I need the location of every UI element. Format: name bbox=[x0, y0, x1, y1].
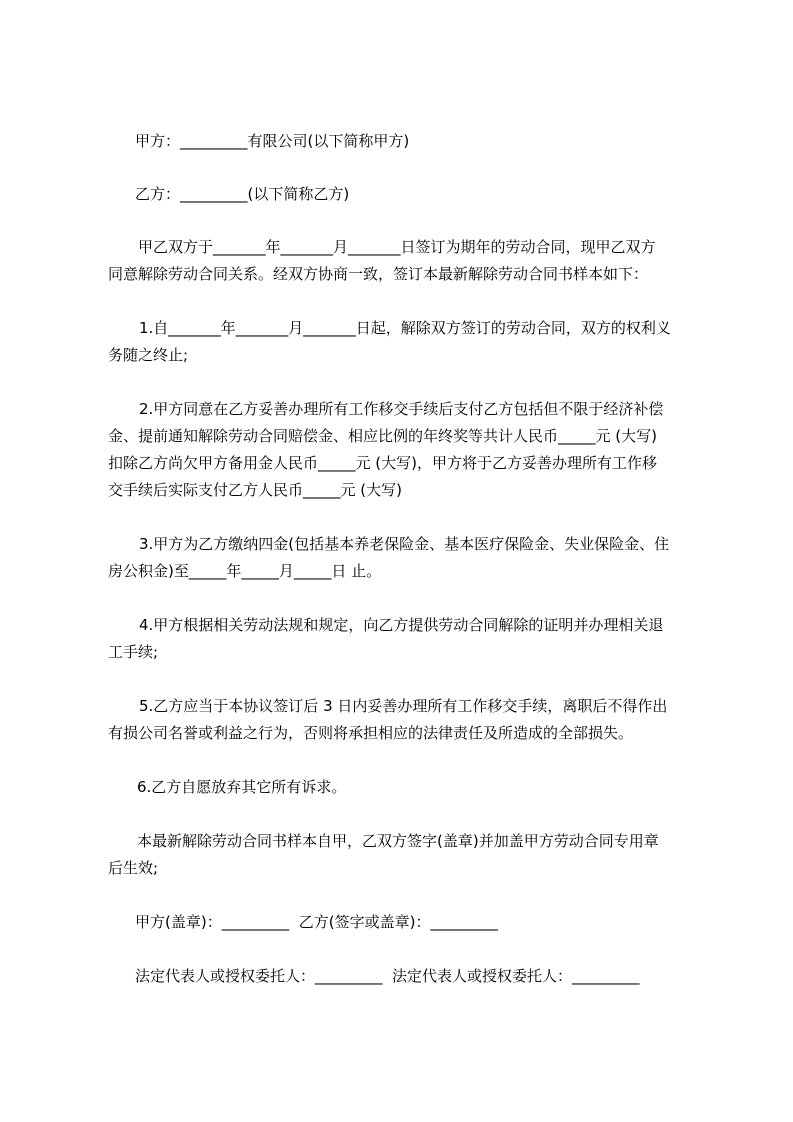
clause-2-line-2: 金、提前通知解除劳动合同赔偿金、相应比例的年终奖等共计人民币_____元 (大写) bbox=[108, 427, 657, 445]
clause-2-line-1: 2.甲方同意在乙方妥善办理所有工作移交手续后支付乙方包括但不限于经济补偿 bbox=[139, 400, 664, 418]
clause-4-line-1: 4.甲方根据相关劳动法规和规定，向乙方提供劳动合同解除的证明并办理相关退 bbox=[139, 616, 664, 634]
clause-2-line-3: 扣除乙方尚欠甲方备用金人民币_____元 (大写)，甲方将于乙方妥善办理所有工作移 bbox=[108, 454, 657, 472]
clause-1-line-2: 务随之终止; bbox=[108, 346, 189, 364]
party-a-line: 甲方：_________有限公司(以下简称甲方) bbox=[135, 132, 410, 150]
clause-3-line-2: 房公积金)至_____年_____月_____日 止。 bbox=[108, 562, 382, 580]
clause-5-line-1: 5.乙方应当于本协议签订后 3 日内妥善办理所有工作移交手续，离职后不得作出 bbox=[139, 697, 668, 715]
signature-representative-line: 法定代表人或授权委托人：_________ 法定代表人或授权委托人：_________ bbox=[135, 967, 640, 985]
party-b-line: 乙方：_________(以下简称乙方) bbox=[135, 185, 350, 203]
clause-6-line: 6.乙方自愿放弃其它所有诉求。 bbox=[137, 778, 347, 796]
effect-line-1: 本最新解除劳动合同书样本自甲，乙双方签字(盖章)并加盖甲方劳动合同专用章 bbox=[137, 832, 659, 850]
clause-5-line-2: 有损公司名誉或利益之行为，否则将承担相应的法律责任及所造成的全部损失。 bbox=[108, 724, 634, 742]
intro-line-1: 甲乙双方于_______年_______月_______日签订为期年的劳动合同，现甲乙双方 bbox=[138, 238, 656, 256]
intro-line-2: 同意解除劳动合同关系。经双方协商一致，签订本最新解除劳动合同书样本如下： bbox=[108, 265, 649, 283]
clause-1-line-1: 1.自_______年_______月_______日起，解除双方签订的劳动合同，双方的权利义 bbox=[139, 319, 671, 337]
clause-2-line-4: 交手续后实际支付乙方人民币_____元 (大写) bbox=[108, 481, 402, 499]
effect-line-2: 后生效; bbox=[108, 859, 159, 877]
signature-seal-line: 甲方(盖章)：_________ 乙方(签字或盖章)：_________ bbox=[135, 913, 498, 931]
clause-4-line-2: 工手续; bbox=[108, 643, 159, 661]
clause-3-line-1: 3.甲方为乙方缴纳四金(包括基本养老保险金、基本医疗保险金、失业保险金、住 bbox=[139, 535, 670, 553]
